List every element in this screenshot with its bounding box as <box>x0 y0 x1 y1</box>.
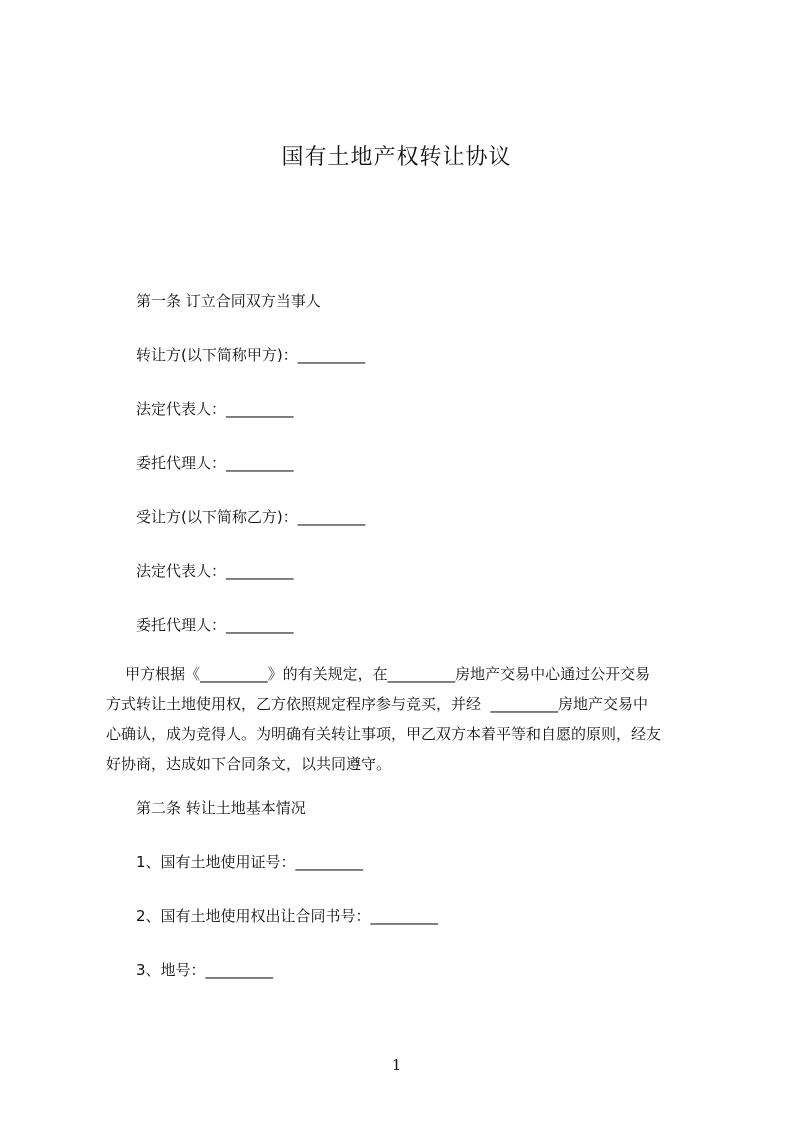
preamble-line-3: 心确认，成为竞得人。为明确有关转让事项，甲乙双方本着平等和自愿的原则，经友 <box>106 725 662 743</box>
preamble-line-4: 好协商，达成如下合同条文，以共同遵守。 <box>106 755 392 773</box>
transferor-field: 转让方(以下简称甲方)：_________ <box>136 346 366 364</box>
transferee-agent-field: 委托代理人：_________ <box>136 616 294 634</box>
transferee-field: 受让方(以下简称乙方)：_________ <box>136 508 366 526</box>
article1-heading: 第一条 订立合同双方当事人 <box>136 292 321 310</box>
transferor-agent-field: 委托代理人：_________ <box>136 454 294 472</box>
preamble-line-2: 方式转让土地使用权，乙方依照规定程序参与竞买，并经 _________房地产交易中 <box>106 695 649 713</box>
page-number: 1 <box>391 1056 402 1074</box>
transferor-legal-rep-field: 法定代表人：_________ <box>136 400 294 418</box>
article2-heading: 第二条 转让土地基本情况 <box>136 799 306 817</box>
item-land-certificate-no: 1、国有土地使用证号：_________ <box>136 853 364 871</box>
item-lot-number: 3、地号：_________ <box>136 961 274 979</box>
document-title: 国有土地产权转让协议 <box>281 145 512 170</box>
transferee-legal-rep-field: 法定代表人：_________ <box>136 562 294 580</box>
item-grant-contract-no: 2、国有土地使用权出让合同书号：_________ <box>136 907 439 925</box>
preamble-paragraph <box>106 659 706 779</box>
preamble-line-1: 甲方根据《_________》的有关规定，在_________房地产交易中心通过公开交易 <box>106 665 651 683</box>
